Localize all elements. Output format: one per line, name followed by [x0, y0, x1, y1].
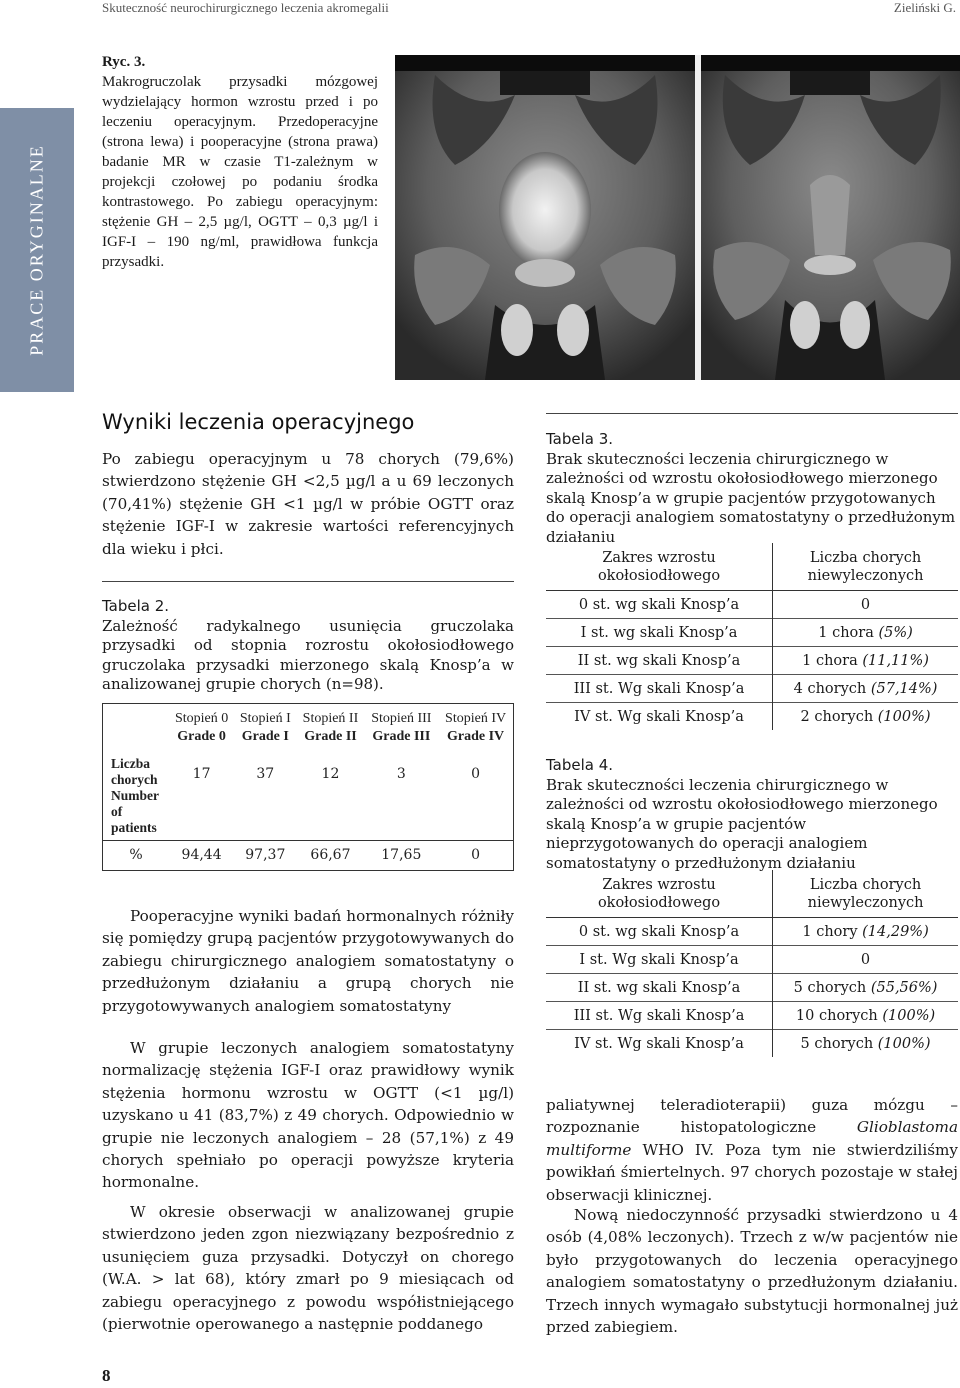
table2-row-label: Liczba chorych Number of patients — [111, 755, 159, 835]
table2-rule — [102, 581, 514, 582]
running-header-title: Skuteczność neurochirurgicznego leczenia akromegalii — [102, 0, 389, 15]
table-row: III st. Wg skali Knosp’a 10 chorych (100%) — [546, 1002, 958, 1030]
table2-pct-0: 94,44 — [181, 847, 222, 864]
table2-count-1: 37 — [256, 765, 275, 782]
mri-figure — [395, 55, 960, 380]
page-number: 8 — [102, 1366, 111, 1385]
table2 — [102, 703, 514, 871]
table3-caption-block — [546, 430, 958, 547]
table-row: III st. Wg skali Knosp’a 4 chorych (57,14%) — [546, 675, 958, 703]
table4-caption: Brak skuteczności leczenia chirurgicznego w zależności od wzrostu okołosiodłowego mierzonego skalą Knosp’a w grupie pacjentów nieprzygotowanych do operacji analogiem somatostatyny o przedłużonym działaniu — [546, 775, 938, 872]
table2-caption: Zależność radykalnego usunięcia gruczolaka przysadki od stopnia rozrostu okołosiodłowego gruczolaka przysadki mierzonego skalą Knosp’a w analizowanej grupie chorych (n=98). — [102, 616, 514, 693]
body-paragraph-6: Nową niedoczynność przysadki stwierdzono u 4 osób (4,08% leczonych). Trzech z w/w pacjentów nie było przygotowanych do leczenia operacyjnego analogiem somatostatyny o przedłużonym działaniu. Trzech innych wymagało substytucji hormonalnej już przed zabiegiem. — [546, 1206, 958, 1337]
table4 — [546, 870, 958, 1057]
table4-caption-block — [546, 756, 958, 873]
table2-pct-4: 0 — [471, 847, 481, 864]
table3-header-count: Liczba chorych niewyleczonych — [773, 543, 958, 591]
table2-count-2: 12 — [321, 765, 340, 782]
table3-rule — [546, 413, 958, 414]
figure-label: Ryc. 3. — [102, 54, 146, 70]
table4-header-count: Liczba chorych niewyleczonych — [773, 870, 958, 918]
section-title: Wyniki leczenia operacyjnego — [102, 410, 415, 434]
table-row: 0 st. wg skali Knosp’a 1 chory (14,29%) — [546, 918, 958, 946]
body-paragraph-3: W grupie leczonych analogiem somatostatyny normalizację stężenia IGF-I oraz prawidłowy wynik stężenia hormonu wzrostu w OGTT (<1 µg/l) uzyskano u 41 (83,7%) z 49 chorych. Odpowiednio w grupie nie leczonych analogiem – 28 (57,1%) z 49 chorych spełniało po operacji powyższe kryteria hormonalne. — [102, 1039, 514, 1192]
table-row: IV st. Wg skali Knosp’a 5 chorych (100%) — [546, 1030, 958, 1058]
table3-caption: Brak skuteczności leczenia chirurgicznego w zależności od wzrostu okołosiodłowego mierzonego skalą Knosp’a w grupie pacjentów przygotowanych do operacji analogiem somatostatyny o przedłużonym działaniu — [546, 449, 956, 546]
figure-caption-text: Makrogruczolak przysadki mózgowej wydzielający hormon wzrostu przed i po leczeniu operacyjnym. Przedoperacyjne (strona lewa) i pooperacyjne (strona prawa) badanie MR w czasie T1-zależnym w projekcji czołowej po podaniu środka kontrastowego. Po zabiegu operacyjnym: stężenie GH – 2,5 µg/l, OGTT – 0,3 µg/l i IGF-I – 190 ng/ml, prawidłowa funkcja przysadki. — [102, 74, 378, 270]
section-band-label: PRACE ORYGINALNE — [26, 144, 47, 356]
mri-postop-panel — [701, 55, 960, 380]
table4-header-range: Zakres wzrostu okołosiodłowego — [546, 870, 773, 918]
mri-images — [395, 55, 960, 380]
body-paragraph-5: paliatywnej teleradioterapii) guza mózgu – rozpoznanie histopatologiczne Glioblastoma multiforme WHO IV. Poza tym nie stwierdziliśmy powikłań śmiertelnych. 97 chorych pozostaje w stałej obserwacji klinicznej. — [546, 1096, 958, 1204]
table4-label: Tabela 4. — [546, 756, 614, 774]
table2-header-1: Stopień I Grade I — [239, 710, 291, 744]
table2-pct-1: 97,37 — [245, 847, 286, 864]
table2-header-3: Stopień III Grade III — [371, 710, 432, 744]
table3-label: Tabela 3. — [546, 430, 614, 448]
table2-count-0: 17 — [192, 765, 211, 782]
table-row: IV st. Wg skali Knosp’a 2 chorych (100%) — [546, 703, 958, 731]
figure-caption — [102, 52, 378, 272]
mri-preop-panel — [395, 55, 695, 380]
table-row: II st. wg skali Knosp’a 5 chorych (55,56%) — [546, 974, 958, 1002]
table2-header-2: Stopień II Grade II — [302, 710, 359, 744]
table2-pct-label: % — [129, 847, 143, 864]
table3-header-range: Zakres wzrostu okołosiodłowego — [546, 543, 773, 591]
table3 — [546, 543, 958, 730]
table2-caption-block — [102, 597, 514, 695]
table2-header-0: Stopień 0 Grade 0 — [174, 710, 229, 744]
results-paragraph-1: Po zabiegu operacyjnym u 78 chorych (79,6%) stwierdzono stężenie GH <2,5 µg/l a u 69 leczonych (70,41%) stężenie GH <1 µg/l w próbie OGTT oraz stężenie IGF-I w zakresie wartości referencyjnych dla wieku i płci. — [102, 450, 514, 558]
running-header-author: Zieliński G. — [893, 0, 956, 15]
table-row: 0 st. wg skali Knosp’a 0 — [546, 591, 958, 619]
section-band — [0, 108, 74, 392]
table-row: I st. Wg skali Knosp’a 0 — [546, 946, 958, 974]
table2-header-4: Stopień IV Grade IV — [445, 710, 507, 744]
table-row: II st. wg skali Knosp’a 1 chora (11,11%) — [546, 647, 958, 675]
table2-count-4: 0 — [471, 765, 481, 782]
table2-label: Tabela 2. — [102, 597, 170, 615]
table2-pct-3: 17,65 — [381, 847, 422, 864]
table2-count-3: 3 — [396, 765, 406, 782]
table-row: I st. wg skali Knosp’a 1 chora (5%) — [546, 619, 958, 647]
table2-pct-2: 66,67 — [310, 847, 351, 864]
body-paragraph-2: Pooperacyjne wyniki badań hormonalnych różniły się pomiędzy grupą pacjentów przygotowywanych do zabiegu chirurgicznego analogiem somatostatyny o przedłużonym działaniu a grupą chorych nie przygotowywanych analogiem somatostatyny — [102, 907, 514, 1015]
body-paragraph-4: W okresie obserwacji w analizowanej grupie stwierdzono jeden zgon niezwiązany bezpośrednio z usunięciem guza przysadki. Dotyczył on chorego (W.A. > lat 68), który zmarł po 9 miesiącach od zabiegu operacyjnego z powodu współistniejącego (pierwotnie operowanego a następnie poddanego — [102, 1203, 514, 1334]
